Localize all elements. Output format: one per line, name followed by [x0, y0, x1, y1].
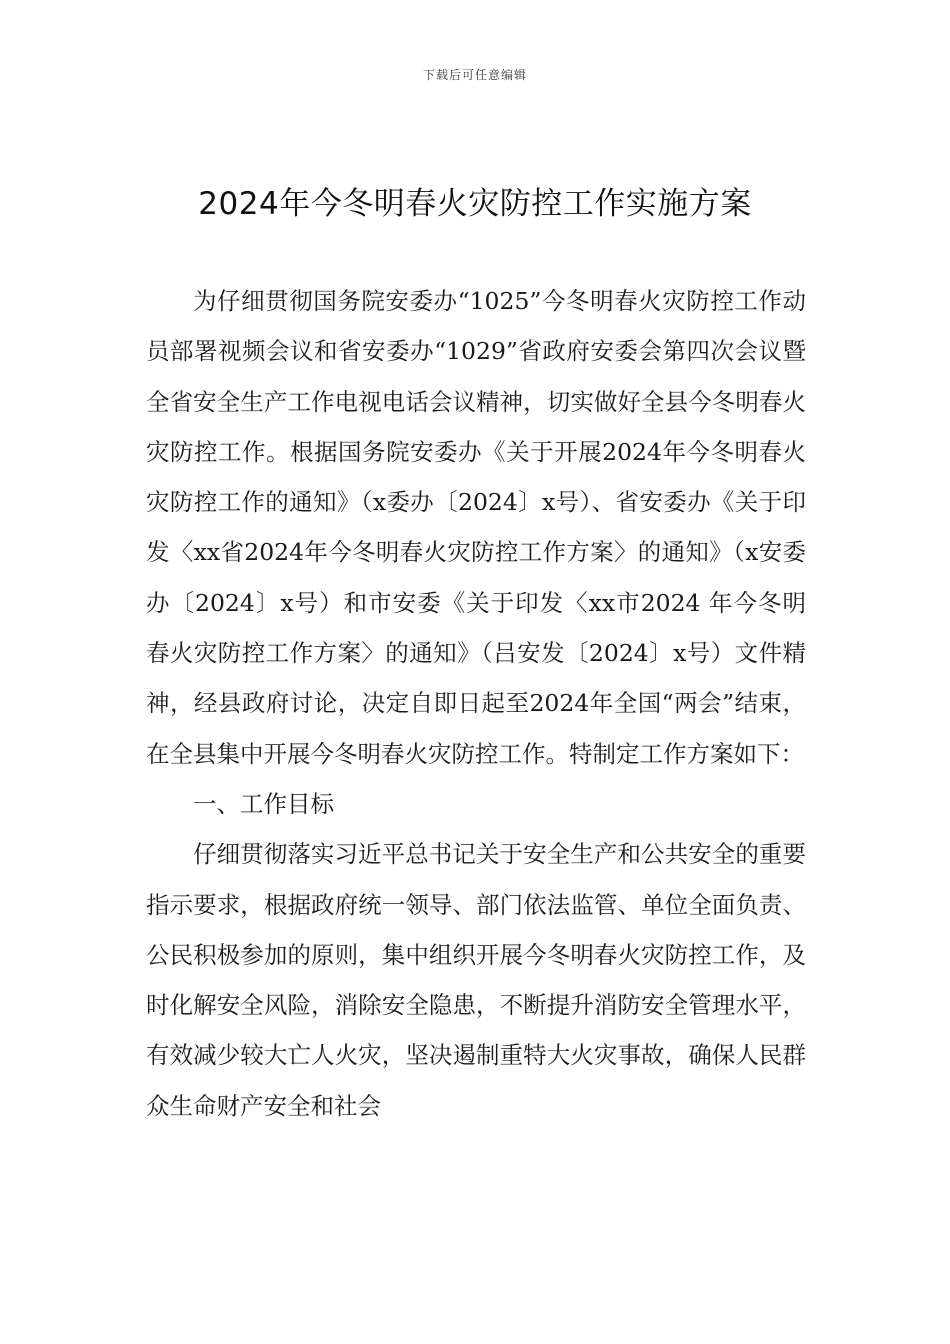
document-title: 2024年今冬明春火灾防控工作实施方案	[198, 186, 752, 222]
document-body	[146, 276, 806, 1131]
section-heading-work-goals: 一、工作目标	[193, 789, 334, 818]
paragraph-intro: 为仔细贯彻国务院安委办“1025”今冬明春火灾防控工作动员部署视频会议和省安委办“1029”省政府安委会第四次会议暨全省安全生产工作电视电话会议精神，切实做好全县今冬明春火灾防控工作。根据国务院安委办《关于开展2024年今冬明春火灾防控工作的通知》（x委办〔2024〕x号）、省安委办《关于印发〈xx省2024年今冬明春火灾防控工作方案〉的通知》（x安委办〔2024〕x号）和市安委《关于印发〈xx市2024 年今冬明春火灾防控工作方案〉的通知》（吕安发〔2024〕x号）文件精神，经县政府讨论，决定自即日起至2024年全国“两会”结束，在全县集中开展今冬明春火灾防控工作。特制定工作方案如下：	[146, 287, 806, 768]
header-note: 下载后可任意编辑	[422, 68, 527, 82]
paragraph-work-goals: 仔细贯彻落实习近平总书记关于安全生产和公共安全的重要指示要求，根据政府统一领导、部门依法监管、单位全面负责、公民积极参加的原则，集中组织开展今冬明春火灾防控工作，及时化解安全风险，消除安全隐患，不断提升消防安全管理水平，有效减少较大亡人火灾，坚决遏制重特大火灾事故，确保人民群众生命财产安全和社会	[146, 840, 806, 1120]
